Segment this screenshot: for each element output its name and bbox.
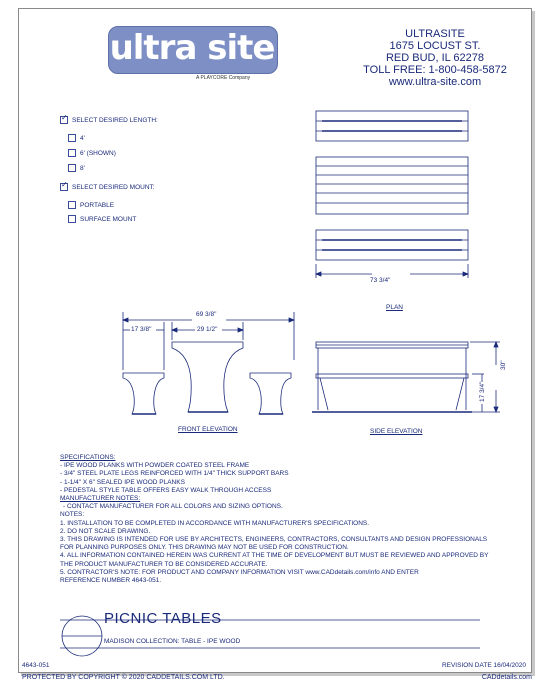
manufacturer-notes-heading: MANUFACTURER NOTES:	[60, 495, 141, 503]
mount-heading-label: SELECT DESIRED MOUNT:	[72, 183, 155, 191]
title-block	[60, 606, 480, 652]
note-line: 5. CONTRACTOR'S NOTE: FOR PRODUCT AND COMPANY INFORMATION VISIT www.CADdetails.com/info AND ENTER	[60, 568, 419, 576]
logo-text: ultra site	[109, 28, 275, 68]
note-line: 4. ALL INFORMATION CONTAINED HEREIN WAS CURRENT AT THE TIME OF DEVELOPMENT BUT MUST BE REVIEWED AND APPROVED BY	[60, 552, 489, 560]
note-line: FOR PLANNING PURPOSES ONLY. THIS DRAWING MAY NOT BE USED FOR CONSTRUCTION.	[60, 544, 349, 552]
note-line: REFERENCE NUMBER 4643-051.	[60, 577, 162, 585]
caddetails-brand[interactable]: CADdetails.com	[481, 674, 532, 681]
reference-number: 4643-051	[22, 662, 50, 669]
side-seat-height-dimension: 17 3/4"	[479, 381, 486, 402]
drawing-title: PICNIC TABLES	[104, 610, 222, 627]
option-label: 6' (SHOWN)	[80, 149, 116, 157]
option-label: 4'	[80, 134, 85, 142]
plan-caption: PLAN	[386, 304, 403, 311]
spec-line: - 1-1/4" X 6" SEALED IPE WOOD PLANKS	[60, 478, 185, 486]
note-line: 2. DO NOT SCALE DRAWING.	[60, 527, 151, 535]
side-elevation-view	[312, 342, 500, 412]
company-website[interactable]: www.ultra-site.com	[388, 76, 482, 88]
note-line: 1. INSTALLATION TO BE COMPLETED IN ACCORDANCE WITH MANUFACTURER'S SPECIFICATIONS.	[60, 519, 370, 527]
copyright-notice: PROTECTED BY COPYRIGHT © 2020 CADDETAILS.COM LTD.	[22, 674, 225, 681]
specifications-notes	[60, 454, 489, 585]
spec-line: - 3/4" STEEL PLATE LEGS REINFORCED WITH 1/4" THICK SUPPORT BARS	[60, 470, 289, 478]
company-address-line1: 1675 LOCUST ST.	[389, 40, 481, 52]
option-label: SURFACE MOUNT	[80, 215, 137, 223]
front-seat-dimension: 17 3/8"	[131, 326, 152, 333]
length-heading-label: SELECT DESIRED LENGTH:	[72, 116, 158, 124]
drawing-subtitle: MADISON COLLECTION: TABLE - IPE WOOD	[104, 638, 241, 645]
plan-width-dimension: 73 3/4"	[370, 277, 391, 284]
notes-heading: NOTES:	[60, 511, 85, 519]
front-overall-dimension: 69 3/8"	[196, 311, 217, 318]
company-address-line2: RED BUD, IL 62278	[385, 52, 485, 64]
manufacturer-note-line: - CONTACT MANUFACTURER FOR ALL COLORS AND SIZING OPTIONS.	[63, 503, 283, 511]
company-name: ULTRASITE	[405, 28, 465, 40]
spec-line: - IPE WOOD PLANKS WITH POWDER COATED STEEL FRAME	[60, 462, 250, 470]
side-elevation-caption: SIDE ELEVATION	[370, 428, 423, 435]
side-height-dimension: 30"	[500, 360, 507, 370]
option-label: 8'	[80, 164, 85, 172]
front-table-dimension: 29 1/2"	[197, 326, 218, 333]
revision-date: REVISION DATE 16/04/2020	[441, 662, 526, 669]
company-phone: TOLL FREE: 1-800-458-5872	[363, 64, 507, 76]
logo-subtitle: A PLAYCORE Company	[196, 75, 251, 81]
note-line: 3. THIS DRAWING IS INTENDED FOR USE BY ARCHITECTS, ENGINEERS, CONTRACTORS, CONSULTANTS AND DESIGN PROFESSIONALS	[60, 536, 488, 544]
note-line: THE PRODUCT MANUFACTURER TO BE CONSIDERED ACCURATE.	[60, 560, 268, 568]
option-label: PORTABLE	[80, 201, 115, 209]
spec-line: - PEDESTAL STYLE TABLE OFFERS EASY WALK THROUGH ACCESS	[60, 486, 272, 494]
specs-heading: SPECIFICATIONS:	[60, 454, 116, 461]
plan-view	[316, 111, 468, 278]
front-elevation-caption: FRONT ELEVATION	[178, 426, 238, 433]
